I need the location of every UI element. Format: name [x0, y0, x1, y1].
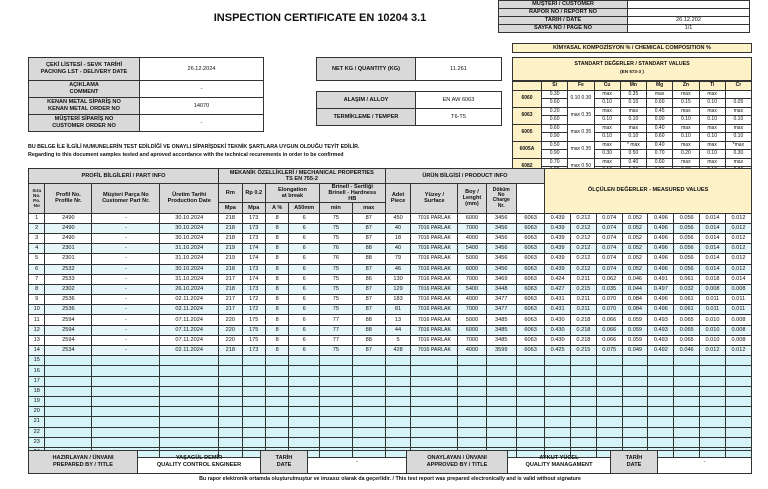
- surface-header: Yüzey / Surface: [411, 184, 458, 214]
- date-value: 26.12.202: [628, 17, 750, 25]
- net-label: NET KG / QUANTITY (KG): [317, 58, 416, 81]
- rm-header: Rm: [219, 184, 242, 203]
- profile-info-header: PROFİL BİLGİLERİ / PART INFO: [29, 169, 219, 184]
- piece-header: Adet Piece: [385, 184, 411, 214]
- table-row: 13 2594 - 07.11.2024 220 175 8 6 77 88 5 7016 PARLAK 7000 3485 6063 0.430 0.218 0.066 0.059 0.493 0.065 0.010 0.008: [29, 335, 752, 345]
- table-row: 6 2532 - 30.10.2024 218 173 8 6 75 87 46 7016 PARLAK 6000 3456 6063 0.439 0.212 0.074 0.052 0.496 0.056 0.014 0.012: [29, 264, 752, 274]
- alloy-value: EN AW 6063: [416, 92, 502, 109]
- comment-label: AÇIKLAMA COMMENT: [29, 81, 140, 98]
- approved-by: AYKUT YÜCEL QUALITY MANAGAMENT: [508, 451, 611, 474]
- chem-el-4: Mg: [647, 82, 673, 91]
- temper-label: TERMİKLEME / TEMPER: [317, 109, 416, 126]
- table-row: 17: [29, 376, 752, 386]
- comment-value: -: [140, 81, 264, 98]
- length-header: Boy / Lenght (mm): [458, 184, 486, 214]
- customer-value: [628, 1, 750, 9]
- order-label: KENAN METAL SİPARİŞ NO KENAN METAL ORDER NO: [29, 98, 140, 115]
- order-value: 14070: [140, 98, 264, 115]
- min-header: min: [319, 203, 352, 213]
- profile-no-header: Profil No. Profile Nr.: [45, 184, 92, 214]
- mpa1-header: Mpa: [219, 203, 242, 213]
- chem-alloy-2: 6005: [513, 124, 542, 141]
- table-row: 11 2594 - 07.11.2024 220 175 8 6 77 88 13 7016 PARLAK 5000 3485 6063 0.430 0.218 0.066 0.059 0.493 0.065 0.010 0.008: [29, 315, 752, 325]
- chem-title: KİMYASAL KOMPOZİSYON % / CHEMICAL COMPOSITION %: [512, 43, 752, 53]
- left-info-block: [28, 57, 264, 132]
- product-info-header: ÜRÜN BİLGİSİ / PRODUCT INFO: [385, 169, 545, 184]
- chem-el-1: Fe: [568, 82, 594, 91]
- std-values-title: STANDART DEĞERLER / STANDART VALUES (EN 573-3 ): [512, 57, 752, 81]
- charge-header: Döküm No Charge Nr.: [486, 184, 517, 214]
- chem-alloy-3: 6005A: [513, 141, 542, 158]
- temper-value: T6-T5: [416, 109, 502, 126]
- chem-alloy-1: 6063: [513, 107, 542, 124]
- chem-el-6: Ti: [699, 82, 725, 91]
- main-table: [28, 168, 752, 458]
- mech-header: MEKANİK ÖZELLİKLERİ / MECHANICAL PROPERTIES TS EN 755-2: [219, 169, 386, 184]
- chem-el-2: Cu: [594, 82, 620, 91]
- page-value: 1/1: [628, 25, 750, 33]
- approved-date-label: TARİH DATE: [611, 451, 658, 474]
- table-row: 10 2536 - 02.11.2024 217 172 8 6 75 87 81 7016 PARLAK 7000 3477 6063 0.431 0.211 0.070 0.084 0.496 0.061 0.011 0.011: [29, 305, 752, 315]
- footer: [28, 450, 752, 474]
- prod-date-header: Üretim Tarihi Production Date: [160, 184, 219, 214]
- table-row: 8 2302 - 26.10.2024 218 173 8 6 75 87 129 7016 PARLAK 5400 3448 6063 0.427 0.215 0.035 0.044 0.497 0.032 0.008 0.008: [29, 284, 752, 294]
- max-header: max: [352, 203, 385, 213]
- table-row: 22: [29, 427, 752, 437]
- page-label: SAYFA NO / PAGE NO: [499, 25, 628, 33]
- prepared-by: YAŞAGÜL DEMİR QUALITY CONTROL ENGINEER: [138, 451, 261, 474]
- apct-header: A %: [265, 203, 288, 213]
- approved-label: ONAYLAYAN / ÜNVANI APPROVED BY / TITLE: [407, 451, 508, 474]
- net-value: 11.261: [416, 58, 502, 81]
- top-right-info: [498, 0, 750, 38]
- table-row: 12 2594 - 07.11.2024 220 175 8 6 77 88 44 7016 PARLAK 6000 3485 6063 0.430 0.218 0.066 0.059 0.493 0.065 0.010 0.008: [29, 325, 752, 335]
- prepared-label: HAZIRLAYAN / ÜNVANI PREPARED BY / TITLE: [29, 451, 138, 474]
- certificate-title: INSPECTION CERTIFICATE EN 10204 3.1: [213, 12, 427, 24]
- table-row: 23: [29, 437, 752, 447]
- table-row: 21: [29, 417, 752, 427]
- elong-header: Elongation at break: [265, 184, 319, 203]
- table-row: 15: [29, 356, 752, 366]
- customer-label: MÜŞTERİ / CUSTOMER: [499, 1, 628, 9]
- packing-label: ÇEKİ LİSTESİ - SEVK TARİHİ PACKING LST - DELIVERY DATE: [29, 58, 140, 81]
- prepared-date-label: TARİH DATE: [261, 451, 308, 474]
- table-row: 20: [29, 407, 752, 417]
- footer-note: Bu rapor elektronik ortamda oluşturulmuştur ve imzasız olarak da geçerlidir. / This test report was prepared electronically and is valid without signature: [199, 476, 581, 482]
- table-row: 2 2490 - 30.10.2024 218 173 8 6 75 87 40 7016 PARLAK 7000 3456 6063 0.439 0.212 0.074 0.052 0.496 0.056 0.014 0.012: [29, 223, 752, 233]
- table-row: 9 2536 - 02.11.2024 217 172 8 6 75 87 183 7016 PARLAK 4000 3477 6063 0.431 0.211 0.070 0.084 0.496 0.061 0.011 0.011: [29, 295, 752, 305]
- customer-order-value: -: [140, 115, 264, 132]
- chem-std-table: Si Fe Cu Mn Mg Zn Ti Cr 6060 0.30 0.10 0.30 max 0.35 max max max 0.60 0.10 0.10 0.60 0.15 0.10 0.05 6063 0.20 max 0.35 max max 0.45 max max max 0.60 0.10 0.10 0.90 0.10 0.10 0.10 6005 0.60 max 0.35 max max 0.40 max max max 0.90 0.10 0.10 0.60 0.10 0.10 0.10 6005A 0.50 max 0.35 max * max 0.40 max max *max 0.90 0.30 0.50 0.70 0.20 0.10 0.30 6082 0.70 max 0.50 max 0.40 0.60 max max max: [512, 81, 752, 176]
- approved-date-value: -: [658, 451, 752, 474]
- statement: BU BELGE İLE İLGİLİ NUMUNELERİN TEST EDİLDİĞİ VE ONAYLI SİPARİŞDEKİ TEKNİK ŞARTLARA UYGUN OLDUĞU TEYİT EDİLİR. Regarding to this document samples tested and aproved accordance with the technical recurements in order to be confirmed: [28, 144, 360, 159]
- report-label: RAPOR NO / REPORT NO: [499, 9, 628, 17]
- table-row: 3 2490 - 30.10.2024 218 173 8 6 75 87 18 7016 PARLAK 4000 3456 6063 0.439 0.212 0.074 0.052 0.496 0.056 0.014 0.012: [29, 233, 752, 243]
- brinell-header: Brinell - Sertliği Brinell - Hardness HB: [319, 184, 385, 203]
- customer-part-header: Müşteri Parça No Customer Part Nr.: [92, 184, 160, 214]
- alloy-label: ALAŞIM / ALLOY: [317, 92, 416, 109]
- rp-header: Rp 0.2: [242, 184, 265, 203]
- measured-header: ÖLÇÜLEN DEĞERLER - MEASURED VALUES: [545, 169, 752, 214]
- chem-el-5: Zn: [673, 82, 699, 91]
- table-row: 16: [29, 366, 752, 376]
- customer-order-label: MÜŞTERİ SİPARİŞ NO CUSTOMER ORDER NO: [29, 115, 140, 132]
- table-row: 14 2534 - 02.11.2024 218 173 8 6 75 87 428 7016 PARLAK 4000 3599 6063 0.425 0.215 0.075 0.049 0.492 0.046 0.012 0.012: [29, 346, 752, 356]
- chem-el-0: Si: [542, 82, 568, 91]
- table-row: 7 2533 - 31.10.2024 217 174 8 6 75 86 130 7016 PARLAK 7000 3469 6063 0.424 0.211 0.062 0.046 0.491 0.061 0.018 0.014: [29, 274, 752, 284]
- packing-value: 26.12.2024: [140, 58, 264, 81]
- table-row: 19: [29, 396, 752, 406]
- chem-alloy-0: 6060: [513, 90, 542, 107]
- table-row: 1 2490 - 30.10.2024 218 173 8 6 75 87 450 7016 PARLAK 6000 3456 6063 0.439 0.212 0.074 0.052 0.496 0.056 0.014 0.012: [29, 213, 752, 223]
- chem-el-3: Mn: [620, 82, 646, 91]
- mpa2-header: Mpa: [242, 203, 265, 213]
- a50-header: A50mm: [289, 203, 320, 213]
- date-label: TARİH / DATE: [499, 17, 628, 25]
- table-row: 4 2301 - 31.10.2024 219 174 8 6 76 88 40 7016 PARLAK 5400 3456 6063 0.439 0.212 0.074 0.052 0.496 0.056 0.014 0.012: [29, 244, 752, 254]
- chem-el-7: Cr: [725, 82, 751, 91]
- mid-info-block: [316, 57, 502, 126]
- chem-alloy-4: 6082: [513, 158, 542, 175]
- table-row: 18: [29, 386, 752, 396]
- table-row: 5 2301 - 31.10.2024 219 174 8 6 76 88 79 7016 PARLAK 5000 3456 6063 0.439 0.212 0.074 0.052 0.496 0.056 0.014 0.012: [29, 254, 752, 264]
- prepared-date-value: -: [308, 451, 407, 474]
- row-no-header: Sıra No. Po. No: [29, 184, 45, 214]
- report-value: [628, 9, 750, 17]
